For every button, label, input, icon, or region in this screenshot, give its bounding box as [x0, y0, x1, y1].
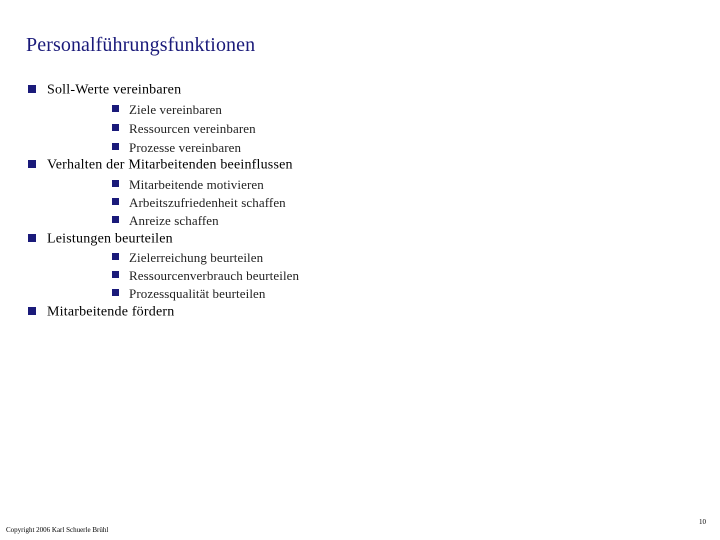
bullet-label: Leistungen beurteilen [47, 231, 173, 247]
sub-bullet-item [112, 194, 286, 210]
sub-bullet-label: Ressourcen vereinbaren [129, 120, 256, 136]
sub-bullet-label: Zielerreichung beurteilen [129, 249, 264, 265]
sub-bullet-label: Anreize schaffen [129, 212, 219, 228]
page-number: 10 [699, 518, 706, 526]
square-bullet-icon [28, 160, 36, 168]
bullet-item [28, 304, 174, 320]
square-bullet-icon [112, 105, 119, 112]
square-bullet-icon [112, 198, 119, 205]
bullet-item [28, 157, 293, 173]
sub-bullet-item [112, 267, 299, 283]
sub-bullet-label: Prozesse vereinbaren [129, 139, 242, 155]
square-bullet-icon [112, 143, 119, 150]
square-bullet-icon [28, 307, 36, 315]
square-bullet-icon [112, 124, 119, 131]
square-bullet-icon [28, 234, 36, 242]
sub-bullet-item [112, 249, 263, 265]
bullet-item [28, 231, 173, 247]
bullet-label: Soll-Werte vereinbaren [47, 82, 182, 98]
sub-bullet-item [112, 139, 241, 155]
sub-bullet-label: Arbeitszufriedenheit schaffen [129, 194, 286, 210]
square-bullet-icon [112, 216, 119, 223]
sub-bullet-label: Ressourcenverbrauch beurteilen [129, 267, 300, 283]
square-bullet-icon [112, 253, 119, 260]
square-bullet-icon [112, 289, 119, 296]
square-bullet-icon [112, 180, 119, 187]
sub-bullet-item [112, 285, 266, 301]
bullet-label: Verhalten der Mitarbeitenden beeinflussen [47, 157, 293, 173]
sub-bullet-item [112, 176, 264, 192]
slide-title: Personalführungsfunktionen [26, 34, 256, 56]
sub-bullet-label: Mitarbeitende motivieren [129, 176, 264, 192]
square-bullet-icon [112, 271, 119, 278]
square-bullet-icon [28, 85, 36, 93]
bullet-item [28, 82, 181, 98]
sub-bullet-item [112, 212, 219, 228]
sub-bullet-item [112, 101, 222, 117]
footer-copyright: Copyright 2006 Karl Schuerle Brühl [6, 526, 109, 534]
sub-bullet-item [112, 120, 256, 136]
sub-bullet-label: Ziele vereinbaren [129, 101, 223, 117]
sub-bullet-label: Prozessqualität beurteilen [129, 285, 266, 301]
bullet-label: Mitarbeitende fördern [47, 304, 175, 320]
